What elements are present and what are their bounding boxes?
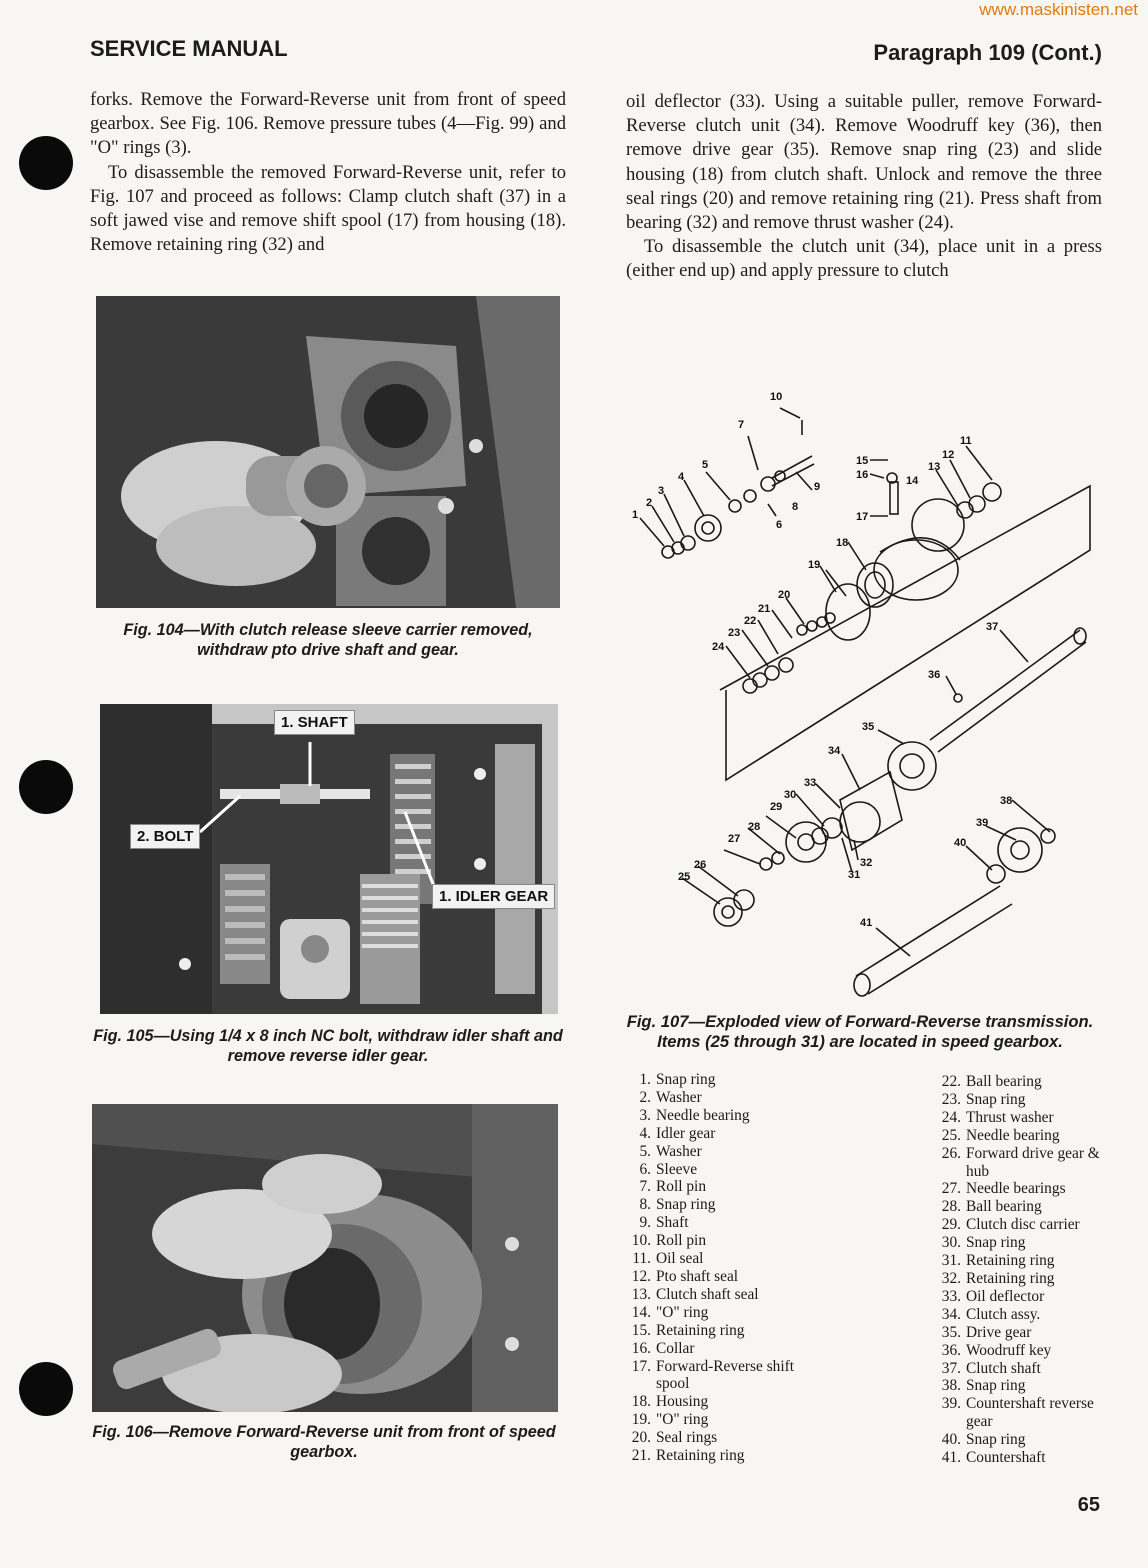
right-paragraph-2: To disassemble the clutch unit (34), place unit in a press (either end up) and apply pressure to clutch (626, 236, 1102, 282)
svg-text:14: 14 (906, 475, 919, 487)
left-paragraph-1: forks. Remove the Forward-Reverse unit from front of speed gearbox. See Fig. 106. Remove pressure tubes (4—Fig. 99) and "O" rings (3). (90, 89, 566, 159)
part-name: Pto shaft seal (656, 1267, 739, 1285)
svg-text:12: 12 (942, 449, 955, 461)
part-number: 22. (941, 1073, 961, 1090)
part-list-item (624, 1268, 804, 1286)
part-number: 2. (639, 1088, 651, 1106)
part-name: Retaining ring (966, 1269, 1055, 1287)
part-list-item (624, 1161, 804, 1179)
svg-text:13: 13 (928, 461, 941, 473)
part-name: Oil deflector (966, 1287, 1045, 1305)
part-number: 31. (941, 1252, 961, 1270)
part-list-item (934, 1449, 1114, 1467)
part-number: 7. (639, 1178, 651, 1196)
part-list-item (934, 1073, 1114, 1091)
part-number: 33. (941, 1287, 961, 1305)
part-name: Countershaft reverse gear (966, 1395, 1094, 1431)
header-right: Paragraph 109 (Cont.) (873, 40, 1102, 65)
part-list-item (934, 1109, 1114, 1127)
part-number: 15. (631, 1321, 651, 1339)
part-number: 14. (631, 1303, 651, 1321)
part-list-item (934, 1091, 1114, 1109)
part-name: Clutch shaft (966, 1359, 1041, 1377)
svg-text:23: 23 (728, 627, 741, 639)
svg-text:3: 3 (658, 485, 665, 497)
part-name: Ball bearing (966, 1073, 1042, 1090)
part-number: 21. (631, 1447, 651, 1465)
part-name: Idler gear (656, 1124, 716, 1142)
part-list-item (934, 1252, 1114, 1270)
part-list-item (934, 1288, 1114, 1306)
fig105-photo-art (100, 704, 558, 1014)
svg-text:38: 38 (1000, 795, 1013, 807)
part-name: Clutch disc carrier (966, 1216, 1080, 1234)
part-number: 4. (639, 1124, 651, 1142)
svg-text:7: 7 (738, 419, 745, 431)
svg-text:29: 29 (770, 801, 783, 813)
part-number: 41. (941, 1449, 961, 1467)
svg-text:40: 40 (954, 837, 967, 849)
fig107-diagram-art (620, 380, 1110, 1010)
part-number: 11. (632, 1250, 651, 1268)
parts-list-right (934, 1073, 1114, 1467)
part-list-item (934, 1342, 1114, 1360)
part-number: 37. (941, 1359, 961, 1377)
part-name: Needle bearing (656, 1106, 750, 1124)
part-list-item (624, 1071, 804, 1089)
svg-text:30: 30 (784, 789, 797, 801)
part-list-item (624, 1107, 804, 1125)
fig105-caption: Fig. 105—Using 1/4 x 8 inch NC bolt, withdraw idler shaft and remove reverse idler gear. (93, 1027, 563, 1065)
part-number: 8. (639, 1196, 651, 1214)
svg-text:1: 1 (632, 509, 639, 521)
svg-text:10: 10 (770, 391, 783, 403)
part-list-item (934, 1395, 1114, 1431)
part-number: 23. (941, 1090, 961, 1108)
part-name: "O" ring (656, 1303, 709, 1321)
part-name: Drive gear (966, 1323, 1032, 1341)
part-name: Forward drive gear & hub (966, 1144, 1100, 1180)
fig106-caption: Fig. 106—Remove Forward-Reverse unit from front of speed gearbox. (92, 1423, 556, 1461)
part-list-item (624, 1178, 804, 1196)
fig107-diagram (620, 380, 1110, 1010)
fig104-photo (96, 296, 560, 608)
part-list-item (624, 1250, 804, 1268)
part-name: Seal rings (656, 1429, 718, 1447)
fig106-photo (92, 1104, 558, 1412)
svg-text:39: 39 (976, 817, 989, 829)
part-name: Oil seal (656, 1250, 704, 1268)
part-number: 26. (941, 1144, 961, 1162)
part-name: Woodruff key (966, 1341, 1052, 1359)
part-number: 6. (639, 1160, 651, 1178)
part-name: Snap ring (966, 1234, 1026, 1252)
part-list-item (624, 1286, 804, 1304)
part-list-item (934, 1377, 1114, 1395)
svg-text:41: 41 (860, 917, 873, 929)
svg-text:9: 9 (814, 481, 821, 493)
part-list-item (624, 1125, 804, 1143)
svg-text:26: 26 (694, 859, 707, 871)
part-number: 17. (631, 1357, 651, 1375)
svg-text:15: 15 (856, 455, 869, 467)
part-number: 10. (631, 1232, 651, 1250)
part-list-item (934, 1145, 1114, 1181)
left-column-text (90, 88, 566, 257)
part-name: Retaining ring (966, 1252, 1055, 1270)
binder-hole (19, 136, 73, 190)
part-list-item (624, 1447, 804, 1465)
fig104-caption: Fig. 104—With clutch release sleeve carrier removed, withdraw pto drive shaft and gear. (123, 621, 533, 659)
part-name: Countershaft (966, 1449, 1046, 1467)
part-list-item (624, 1322, 804, 1340)
svg-text:2: 2 (646, 497, 653, 509)
part-list-item (624, 1358, 804, 1394)
part-list-item (934, 1360, 1114, 1378)
svg-text:34: 34 (828, 745, 841, 757)
part-list-item (624, 1340, 804, 1358)
part-list-item (624, 1411, 804, 1429)
part-list-item (934, 1127, 1114, 1145)
part-number: 29. (941, 1216, 961, 1234)
part-list-item (934, 1198, 1114, 1216)
part-number: 9. (639, 1214, 651, 1232)
fig105-label-shaft: 1. SHAFT (274, 710, 355, 735)
part-name: Snap ring (656, 1071, 716, 1088)
right-paragraph-1: oil deflector (33). Using a suitable puller, remove Forward-Reverse clutch unit (34). Remove Woodruff key (36), then remove drive gear (35). Remove snap ring (23) and slide housing (18) from clutch shaft. Unlock and remove the three seal rings (20) and remove retaining ring (21). Press shaft from bearing (32) and remove thrust washer (24). (626, 91, 1102, 234)
part-list-item (934, 1270, 1114, 1288)
part-name: Clutch shaft seal (656, 1285, 759, 1303)
part-number: 39. (941, 1395, 961, 1413)
parts-list-left (624, 1071, 804, 1465)
fig105-label-idler-gear: 1. IDLER GEAR (432, 884, 555, 909)
svg-text:5: 5 (702, 459, 709, 471)
svg-text:32: 32 (860, 857, 873, 869)
part-name: Shaft (656, 1214, 689, 1232)
part-list-item (624, 1393, 804, 1411)
header-left: SERVICE MANUAL (90, 36, 288, 61)
part-name: Retaining ring (656, 1321, 745, 1339)
part-name: Roll pin (656, 1178, 707, 1196)
part-number: 36. (941, 1341, 961, 1359)
part-number: 32. (941, 1269, 961, 1287)
part-name: "O" ring (656, 1411, 709, 1429)
part-list-item (934, 1216, 1114, 1234)
part-list-item (934, 1234, 1114, 1252)
svg-text:35: 35 (862, 721, 875, 733)
svg-text:27: 27 (728, 833, 741, 845)
part-name: Retaining ring (656, 1447, 745, 1465)
part-number: 25. (941, 1126, 961, 1144)
fig107-caption: Fig. 107—Exploded view of Forward-Reverse transmission. Items (25 through 31) are located in speed gearbox. (626, 1012, 1094, 1051)
part-number: 24. (941, 1108, 961, 1126)
part-name: Clutch assy. (966, 1305, 1041, 1323)
svg-text:17: 17 (856, 511, 869, 523)
part-number: 34. (941, 1305, 961, 1323)
part-number: 12. (631, 1267, 651, 1285)
svg-text:16: 16 (856, 469, 869, 481)
svg-text:22: 22 (744, 615, 757, 627)
part-list-item (934, 1324, 1114, 1342)
right-column-text (626, 90, 1102, 284)
part-name: Roll pin (656, 1232, 707, 1250)
part-number: 18. (631, 1393, 651, 1411)
part-number: 35. (941, 1323, 961, 1341)
binder-hole (19, 1362, 73, 1416)
part-number: 40. (941, 1431, 961, 1449)
svg-text:28: 28 (748, 821, 761, 833)
svg-text:25: 25 (678, 871, 691, 883)
part-list-item (934, 1180, 1114, 1198)
part-name: Washer (656, 1142, 702, 1160)
part-name: Washer (656, 1088, 702, 1106)
part-name: Collar (656, 1339, 695, 1357)
part-number: 16. (631, 1339, 651, 1357)
part-name: Snap ring (656, 1196, 716, 1214)
part-number: 19. (631, 1411, 651, 1429)
fig106-photo-art (92, 1104, 558, 1412)
page-number: 65 (1077, 1494, 1100, 1516)
fig104-photo-art (96, 296, 560, 608)
part-name: Snap ring (966, 1090, 1026, 1108)
part-list-item (934, 1306, 1114, 1324)
svg-text:21: 21 (758, 603, 771, 615)
part-number: 1. (639, 1071, 651, 1088)
part-list-item (624, 1304, 804, 1322)
part-number: 28. (941, 1198, 961, 1216)
svg-text:20: 20 (778, 589, 791, 601)
part-name: Forward-Reverse shift spool (656, 1357, 795, 1393)
svg-text:4: 4 (678, 471, 685, 483)
part-name: Thrust washer (966, 1108, 1054, 1126)
part-number: 3. (639, 1106, 651, 1124)
part-number: 30. (941, 1234, 961, 1252)
part-number: 5. (639, 1142, 651, 1160)
svg-text:8: 8 (792, 501, 799, 513)
part-name: Needle bearings (966, 1180, 1066, 1198)
part-list-item (624, 1429, 804, 1447)
svg-text:33: 33 (804, 777, 817, 789)
part-name: Snap ring (966, 1431, 1026, 1449)
part-name: Ball bearing (966, 1198, 1042, 1216)
fig105-photo (100, 704, 558, 1014)
svg-text:19: 19 (808, 559, 821, 571)
part-number: 38. (941, 1377, 961, 1395)
part-name: Housing (656, 1393, 709, 1411)
svg-text:18: 18 (836, 537, 849, 549)
svg-text:37: 37 (986, 621, 999, 633)
part-list-item (624, 1232, 804, 1250)
part-list-item (624, 1089, 804, 1107)
part-list-item (934, 1431, 1114, 1449)
part-list-item (624, 1143, 804, 1161)
part-number: 27. (941, 1180, 961, 1198)
part-number: 13. (631, 1285, 651, 1303)
fig105-label-bolt: 2. BOLT (130, 824, 200, 849)
svg-text:31: 31 (848, 869, 861, 881)
part-list-item (624, 1214, 804, 1232)
svg-text:11: 11 (960, 435, 972, 447)
left-paragraph-2: To disassemble the removed Forward-Reverse unit, refer to Fig. 107 and proceed as follows: Clamp clutch shaft (37) in a soft jawed vise and remove shift spool (17) from housing (18). Remove retaining ring (32) and (90, 161, 566, 256)
part-name: Needle bearing (966, 1126, 1060, 1144)
svg-text:6: 6 (776, 519, 783, 531)
part-list-item (624, 1196, 804, 1214)
part-number: 20. (631, 1429, 651, 1447)
part-name: Snap ring (966, 1377, 1026, 1395)
binder-hole (19, 760, 73, 814)
watermark: www.maskinisten.net (979, 0, 1138, 19)
svg-text:24: 24 (712, 641, 725, 653)
part-name: Sleeve (656, 1160, 698, 1178)
svg-text:36: 36 (928, 669, 941, 681)
